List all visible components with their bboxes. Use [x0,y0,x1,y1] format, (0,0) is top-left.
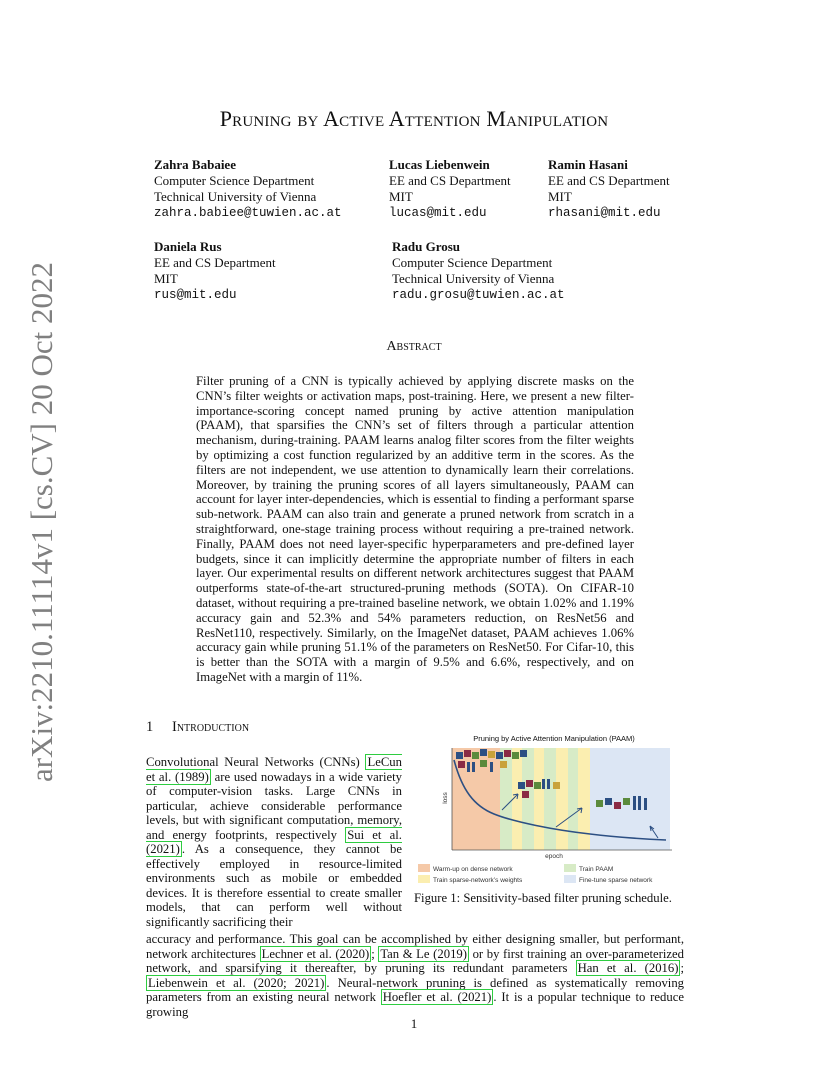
citation-author: Liebenwein et al. [148,975,246,990]
text-run: Convolutional Neural Networks (CNNs) [146,755,366,769]
paam-band [544,748,556,850]
arxiv-stamp: arXiv:2210.11114v1 [cs.CV] 20 Oct 2022 [24,261,59,783]
author-name: Lucas Liebenwein [389,157,490,172]
citation-link[interactable]: Sui et al. (2021) [146,827,402,856]
text-run: . Neural-network pruning is defined as systematically removing parameters from an existing neural network [146,975,685,1004]
citation-author: Han et al. [577,961,637,975]
author-block [548,157,670,221]
abstract-body: Filter pruning of a CNN is typically achieved by applying discrete masks on the CNN’s filter weights or activation maps, post-training. Here, we present a new filter-importance-scoring concept named pruning by active attention manipulation (PAAM), that sparsifies the CNN’s set of filters through a particular attention mechanism, during-training. PAAM learns analog filter scores from the filter weights by optimizing a cost function regularized by an additive term in the scores. As the filters are not independent, we use attention to dynamically learn their correlations. Moreover, by training the pruning scores of all layers simultaneously, PAAM can account for layer inter-dependencies, which is essential to finding a performant sparse sub-network. PAAM can also train and generate a pruned network from scratch in a straightforward, one-stage training process without requiring a pre-trained network. Finally, PAAM does not need layer-specific hyperparameters and pre-defined layer budgets, since it can implicitly determine the appropriate number of filters in each layer. Our experimental results on different network architectures suggest that PAAM outperforms state-of-the-art structured-pruning methods (SOTA). On CIFAR-10 dataset, without requiring a pre-trained baseline network, we obtain 1.02% and 1.19% accuracy gain and 52.3% and 54% parameters reduction, on ResNet56 and ResNet110, respectively. Similarly, on the ImageNet dataset, PAAM achieves 1.06% accuracy gain while pruning 51.1% of the parameters on ResNet50. For Cifar-10, this is better than the SOTA with a margin of 9.5% and 6.6%, respectively, and on ImageNet with a margin of 11%. [196,374,634,684]
citation-author: Lechner et al. [261,946,332,961]
author-name: Daniela Rus [154,239,222,254]
citation-year: 2016 [648,961,675,975]
author-dept: EE and CS Department [389,173,511,188]
author-inst: MIT [154,271,178,286]
citation-author: Tan & Le [380,946,430,961]
legend-label: Fine-tune sparse network [579,877,653,884]
author-name: Ramin Hasani [548,157,628,172]
legend-swatch-warmup [418,864,430,872]
citation-link[interactable]: Tan & Le (2019) [380,946,467,961]
author-email[interactable]: zahra.babiee@tuwien.ac.at [154,206,342,220]
citation-link[interactable]: LeCun et al. (1989) [146,755,402,784]
text-run: are used nowadays in a wide variety of computer-vision tasks. Large CNNs in particular, achieve considerable performance levels, but with significant computation, memory, and energy footprints, respectively [146,769,402,842]
sparse-band [556,748,568,850]
text-run: accuracy and performance. This goal can be accomplished by either designing smaller, but performant, network architectures [146,932,684,961]
section-title: Introduction [172,719,250,735]
legend-label: Warm-up on dense network [433,866,513,873]
author-dept: Computer Science Department [154,173,315,188]
section-number: 1 [146,719,154,735]
citation-year: 1989 [179,769,205,784]
author-dept: EE and CS Department [154,255,276,270]
author-block [392,239,565,303]
paam-band [568,748,578,850]
author-dept: Computer Science Department [392,255,553,270]
legend-swatch-finetune [564,875,576,883]
citation-year: 2020 [339,946,365,961]
citation-link[interactable]: Lechner et al. (2020) [261,946,370,961]
section-heading [146,719,249,736]
author-email[interactable]: rhasani@mit.edu [548,206,661,220]
author-block [154,157,342,221]
author-name: Radu Grosu [392,239,461,254]
author-email[interactable]: rus@mit.edu [154,288,237,302]
intro-paragraph-narrow [146,755,402,929]
figure-title: Pruning by Active Attention Manipulation (PAAM) [473,734,635,743]
author-dept: EE and CS Department [548,173,670,188]
citation-year: 2019 [437,946,463,961]
figure-caption: Figure 1: Sensitivity-based filter pruning schedule. [414,891,672,905]
citation-year: 2020 [257,975,284,990]
abstract-heading [0,339,828,355]
citation-link[interactable]: Liebenwein et al. (2020; 2021) [148,975,325,990]
abstract-heading-text: Abstract [386,339,442,354]
citation-author: Hoefler et al. [382,990,453,1004]
author-block [389,157,511,221]
author-inst: Technical University of Vienna [154,189,317,204]
figure-pruning-schedule [414,732,686,884]
paam-band [522,748,534,850]
text-run: . It is a popular technique to reduce growing [146,990,684,1019]
author-inst: Technical University of Vienna [392,271,555,286]
y-axis-label: loss [442,792,449,804]
text-run: or by first training an over-parameterized network, and sparsifying it thereafter, by pruning its redundant parameters [146,946,684,975]
citation-link[interactable]: Han et al. (2016) [577,961,679,975]
citation-link[interactable]: Hoefler et al. (2021) [382,990,492,1004]
author-email[interactable]: radu.grosu@tuwien.ac.at [392,288,565,302]
author-email[interactable]: lucas@mit.edu [389,206,487,220]
legend-swatch-sparse [418,875,430,883]
author-block [154,239,276,303]
legend-label: Train sparse-network’s weights [433,877,523,884]
sparse-band [578,748,590,850]
sparse-band [534,748,544,850]
citation-author: Sui et al. [347,827,402,842]
citation-year: 2021 [294,975,321,990]
author-inst: MIT [389,189,413,204]
citation-author: LeCun et al. [146,755,402,784]
paper-title [0,106,828,132]
citation-year: 2021 [461,990,488,1004]
intro-paragraph-wide: accuracy and performance. This goal can be accomplished by either designing smaller, but performant, network architectures Lechner et al. (2020) ; Tan & Le (2019) or by first training an over-parameterized network, and sparsifying it thereafter, by pruning its redundant parameters Han et al. (2016) ; Liebenwein et al. (2020; 2021) . Neural-network pruning is defined as systematically removing parameters from an existing neural network Hoefler et al. (2021) . It is a popular technique to reduce growing [146,932,685,1019]
paper-title-text: Pruning by Active Attention Manipulation [219,106,609,131]
legend-label: Train PAAM [579,866,614,873]
author-name: Zahra Babaiee [154,157,236,172]
author-inst: MIT [548,189,572,204]
text-run: . As a consequence, they cannot be effectively employed in resource-limited environments such as mobile or embedded devices. It is therefore essential to create smaller models, that can perform well without significantly sacrificing their [146,842,402,929]
citation-year: 2021 [150,842,176,856]
page-number: 1 [410,1016,418,1031]
x-axis-label: epoch [545,853,563,860]
legend-swatch-paam [564,864,576,872]
